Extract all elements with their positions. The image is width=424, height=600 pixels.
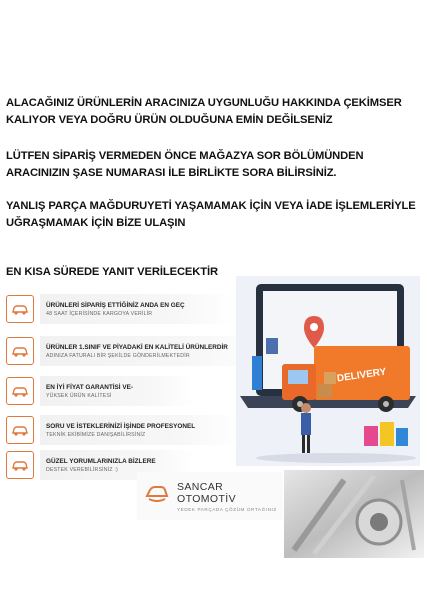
notice-paragraph-2: LÜTFEN SİPARİŞ VERMEDEN ÖNCE MAĞAZYA SOR BÖLÜMÜNDEN ARACINIZIN ŞASE NUMARASI İLE BİRLİKTE SORA BİLİRSİNİZ. [6,150,364,179]
feature-text [40,376,196,406]
feature-subtitle: 48 SAAT İÇERİSİNDE KARGOYA VERİLİR [46,310,153,317]
boot-icon [252,356,262,390]
feature-text [40,336,266,366]
feature-title: SORU VE İSTEKLERİNİZİ İŞİNDE PROFESYONEL [46,422,196,430]
brand-text [177,481,283,512]
feature-text [40,294,236,324]
parts-photo [284,470,424,558]
brand-logo-box [137,472,283,520]
car-icon [6,377,34,405]
car-logo-icon [145,484,169,509]
brand-tagline: YEDEK PARÇADA ÇÖZÜM ORTAĞINIZ [177,506,277,512]
feature-title: GÜZEL YORUMLARINIZLA BİZLERE [46,457,156,465]
feature-subtitle: YÜKSEK ÜRÜN KALİTESİ [46,392,112,399]
delivery-illustration [236,276,420,466]
feature-text [40,415,241,445]
feature-item-quality [6,332,266,370]
car-icon [6,416,34,444]
feature-item-price [6,372,196,410]
notice-paragraph-4: EN KISA SÜREDE YANIT VERİLECEKTİR [6,266,218,278]
car-icon [6,337,34,365]
feature-title: EN İYİ FİYAT GARANTİSİ VE- [46,383,133,391]
brand-name: SANCAR OTOMOTİV [177,480,237,505]
notice-paragraph-1: ALACAĞINIZ ÜRÜNLERİN ARACINIZA UYGUNLUĞU HAKKINDA ÇEKİMSER KALIYOR VEYA DOĞRU ÜRÜN OLDUĞUNA EMİN DEĞİLSENİZ [6,97,402,126]
feature-subtitle: ADINIZA FATURALI BİR ŞEKİLDE GÖNDERİLMEKTEDİR [46,352,190,359]
truck-label: DELIVERY [336,366,387,385]
feature-item-shipping [6,290,236,328]
feature-title: ÜRÜNLER 1.SINIF VE PİYADAKİ EN KALİTELİ ÜRÜNLERDİR [46,343,228,351]
feature-item-support [6,411,241,449]
feature-subtitle: DESTEK VEREBİLİRSİNİZ :) [46,466,118,473]
feature-subtitle: TEKNİK EKİBİMİZE DANIŞABİLİRSİNİZ [46,431,146,438]
car-icon [6,451,34,479]
feature-title: ÜRÜNLERİ SİPARİŞ ETTİĞİNİZ ANDA EN GEÇ [46,301,185,309]
car-icon [6,295,34,323]
notice-paragraph-3: YANLIŞ PARÇA MAĞDURUYETİ YAŞAMAMAK İÇİN VEYA İADE İŞLEMLERİYLE UĞRAŞMAMAK İÇİN BİZE ULAŞIN [6,200,416,229]
